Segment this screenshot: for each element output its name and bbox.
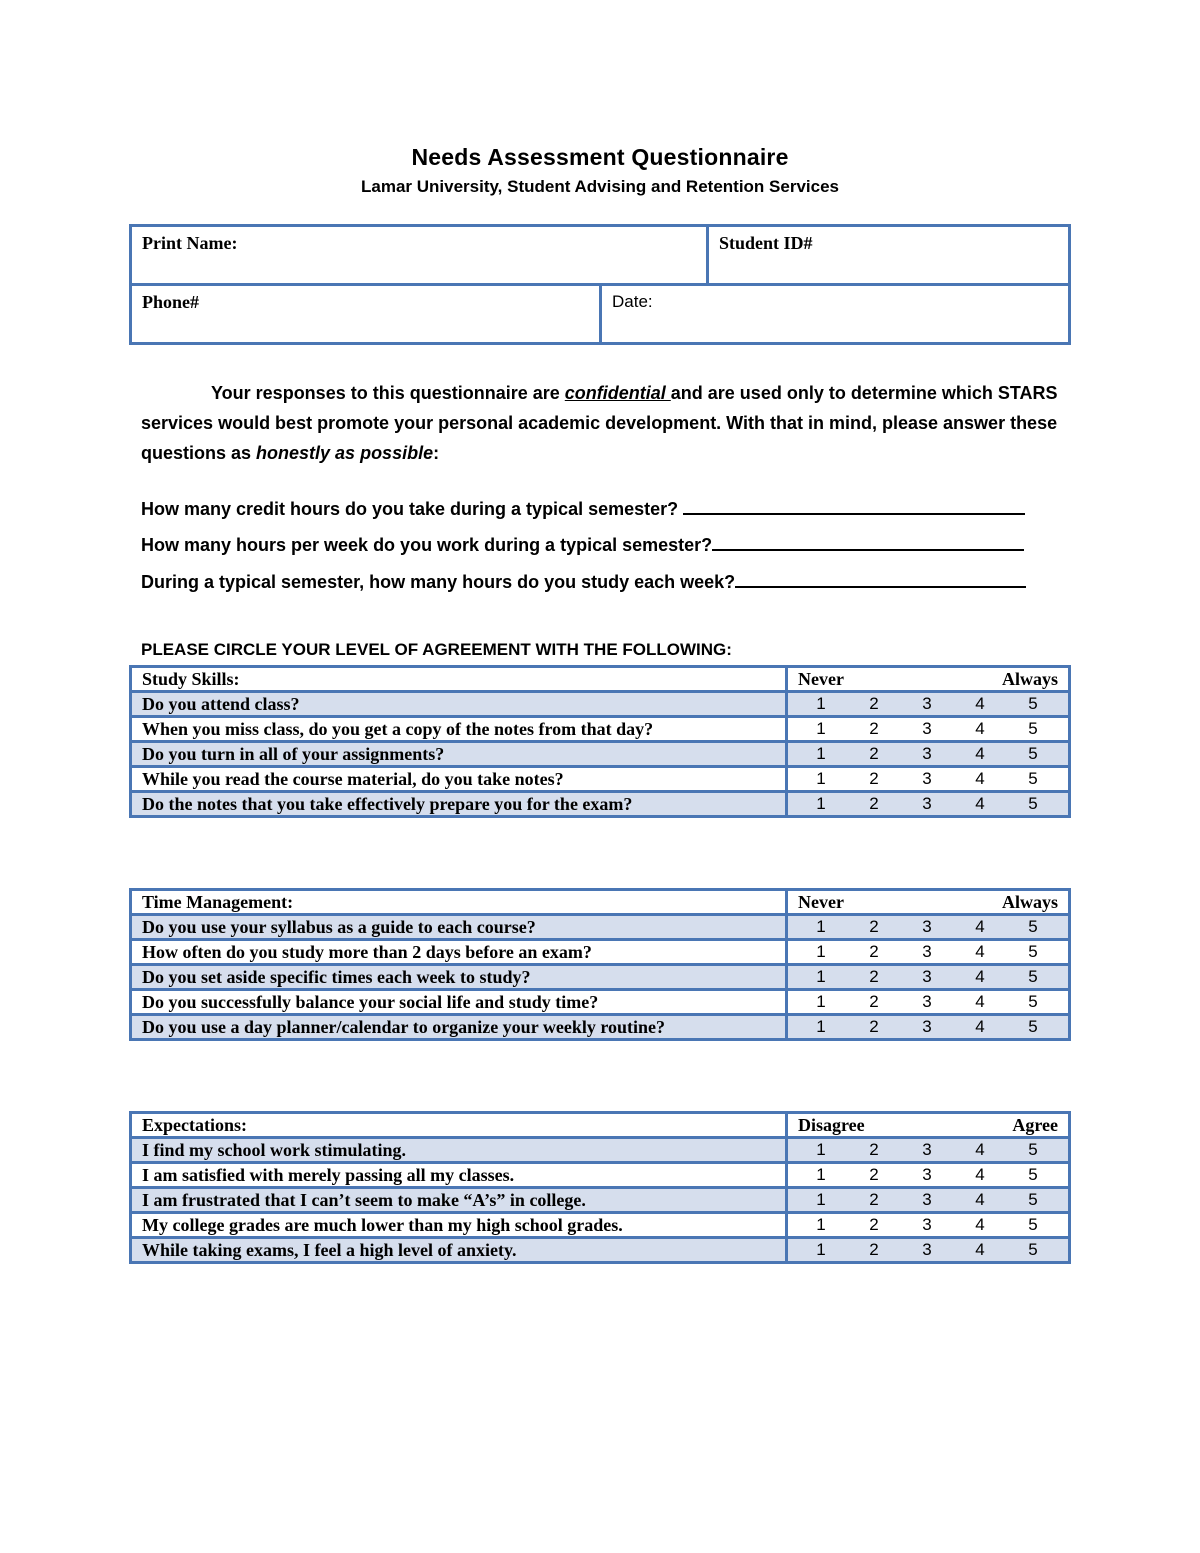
rating-scale[interactable]: 1 2 3 4 5 bbox=[816, 992, 1038, 1011]
study-hours-question: During a typical semester, how many hours do you study each week? bbox=[141, 572, 1026, 593]
page-subtitle: Lamar University, Student Advising and Retention Services bbox=[360, 177, 839, 196]
table-row: When you miss class, do you get a copy of the notes from that day? bbox=[131, 717, 787, 742]
credit-hours-answer-line[interactable] bbox=[683, 499, 1025, 515]
print-name-label: Print Name: bbox=[142, 233, 238, 253]
rating-scale[interactable]: 1 2 3 4 5 bbox=[816, 1017, 1038, 1036]
table-row: I am satisfied with merely passing all my classes. bbox=[131, 1163, 787, 1188]
table-row: My college grades are much lower than my high school grades. bbox=[131, 1213, 787, 1238]
table-row: Do you successfully balance your social life and study time? bbox=[131, 990, 787, 1015]
time-management-table bbox=[129, 888, 1071, 1041]
scale-high-label: Always bbox=[1001, 891, 1058, 912]
table-row: I am frustrated that I can’t seem to make “A’s” in college. bbox=[131, 1188, 787, 1213]
rating-scale[interactable]: 1 2 3 4 5 bbox=[816, 769, 1038, 788]
rating-scale[interactable]: 1 2 3 4 5 bbox=[816, 719, 1038, 738]
rating-scale[interactable]: 1 2 3 4 5 bbox=[816, 1215, 1038, 1234]
student-id-label: Student ID# bbox=[719, 233, 813, 253]
instruction-heading: PLEASE CIRCLE YOUR LEVEL OF AGREEMENT WITH THE FOLLOWING: bbox=[141, 640, 732, 659]
student-info-box bbox=[129, 224, 1071, 345]
study-hours-answer-line[interactable] bbox=[735, 572, 1026, 588]
date-field[interactable] bbox=[599, 283, 1071, 345]
table-row: I find my school work stimulating. bbox=[131, 1138, 787, 1163]
table-row: Do you use your syllabus as a guide to each course? bbox=[131, 915, 787, 940]
table-row: While you read the course material, do you take notes? bbox=[131, 767, 787, 792]
rating-scale[interactable]: 1 2 3 4 5 bbox=[816, 1240, 1038, 1259]
page-title: Needs Assessment Questionnaire bbox=[411, 144, 789, 170]
rating-scale[interactable]: 1 2 3 4 5 bbox=[816, 967, 1038, 986]
table-row: Do you use a day planner/calendar to organize your weekly routine? bbox=[131, 1015, 787, 1040]
section-heading: Study Skills: bbox=[131, 667, 787, 692]
scale-low-label: Disagree bbox=[798, 1114, 865, 1135]
confidential-emphasis: confidential bbox=[564, 383, 671, 403]
table-row: How often do you study more than 2 days before an exam? bbox=[131, 940, 787, 965]
study-skills-table bbox=[129, 665, 1071, 818]
section-heading: Expectations: bbox=[131, 1113, 787, 1138]
date-label: Date: bbox=[612, 292, 653, 311]
table-row: Do you set aside specific times each week to study? bbox=[131, 965, 787, 990]
phone-field[interactable] bbox=[129, 283, 602, 345]
work-hours-answer-line[interactable] bbox=[712, 535, 1024, 551]
scale-high-label: Agree bbox=[1012, 1114, 1058, 1135]
rating-scale[interactable]: 1 2 3 4 5 bbox=[816, 917, 1038, 936]
rating-scale[interactable]: 1 2 3 4 5 bbox=[816, 794, 1038, 813]
rating-scale[interactable]: 1 2 3 4 5 bbox=[816, 1165, 1038, 1184]
honestly-emphasis: honestly as possible bbox=[256, 443, 434, 463]
section-heading: Time Management: bbox=[131, 890, 787, 915]
scale-high-label: Always bbox=[1001, 668, 1058, 689]
credit-hours-question: How many credit hours do you take during a typical semester? bbox=[141, 499, 1025, 520]
rating-scale[interactable]: 1 2 3 4 5 bbox=[816, 1140, 1038, 1159]
rating-scale[interactable]: 1 2 3 4 5 bbox=[816, 744, 1038, 763]
student-id-field[interactable] bbox=[706, 224, 1071, 286]
table-row: Do you attend class? bbox=[131, 692, 787, 717]
scale-low-label: Never bbox=[798, 891, 844, 912]
table-row: Do you turn in all of your assignments? bbox=[131, 742, 787, 767]
rating-scale[interactable]: 1 2 3 4 5 bbox=[816, 694, 1038, 713]
phone-label: Phone# bbox=[142, 292, 200, 312]
rating-scale[interactable]: 1 2 3 4 5 bbox=[816, 1190, 1038, 1209]
intro-paragraph: Your responses to this questionnaire are confidential and are used only to determine which STARS services would best promote your personal academic development. With that in mind, please answer these questions as honestly as possible: bbox=[141, 383, 1058, 463]
expectations-table bbox=[129, 1111, 1071, 1264]
work-hours-question: How many hours per week do you work during a typical semester? bbox=[141, 535, 1024, 556]
scale-low-label: Never bbox=[798, 668, 844, 689]
print-name-field[interactable] bbox=[129, 224, 709, 286]
rating-scale[interactable]: 1 2 3 4 5 bbox=[816, 942, 1038, 961]
table-row: While taking exams, I feel a high level of anxiety. bbox=[131, 1238, 787, 1263]
table-row: Do the notes that you take effectively prepare you for the exam? bbox=[131, 792, 787, 817]
